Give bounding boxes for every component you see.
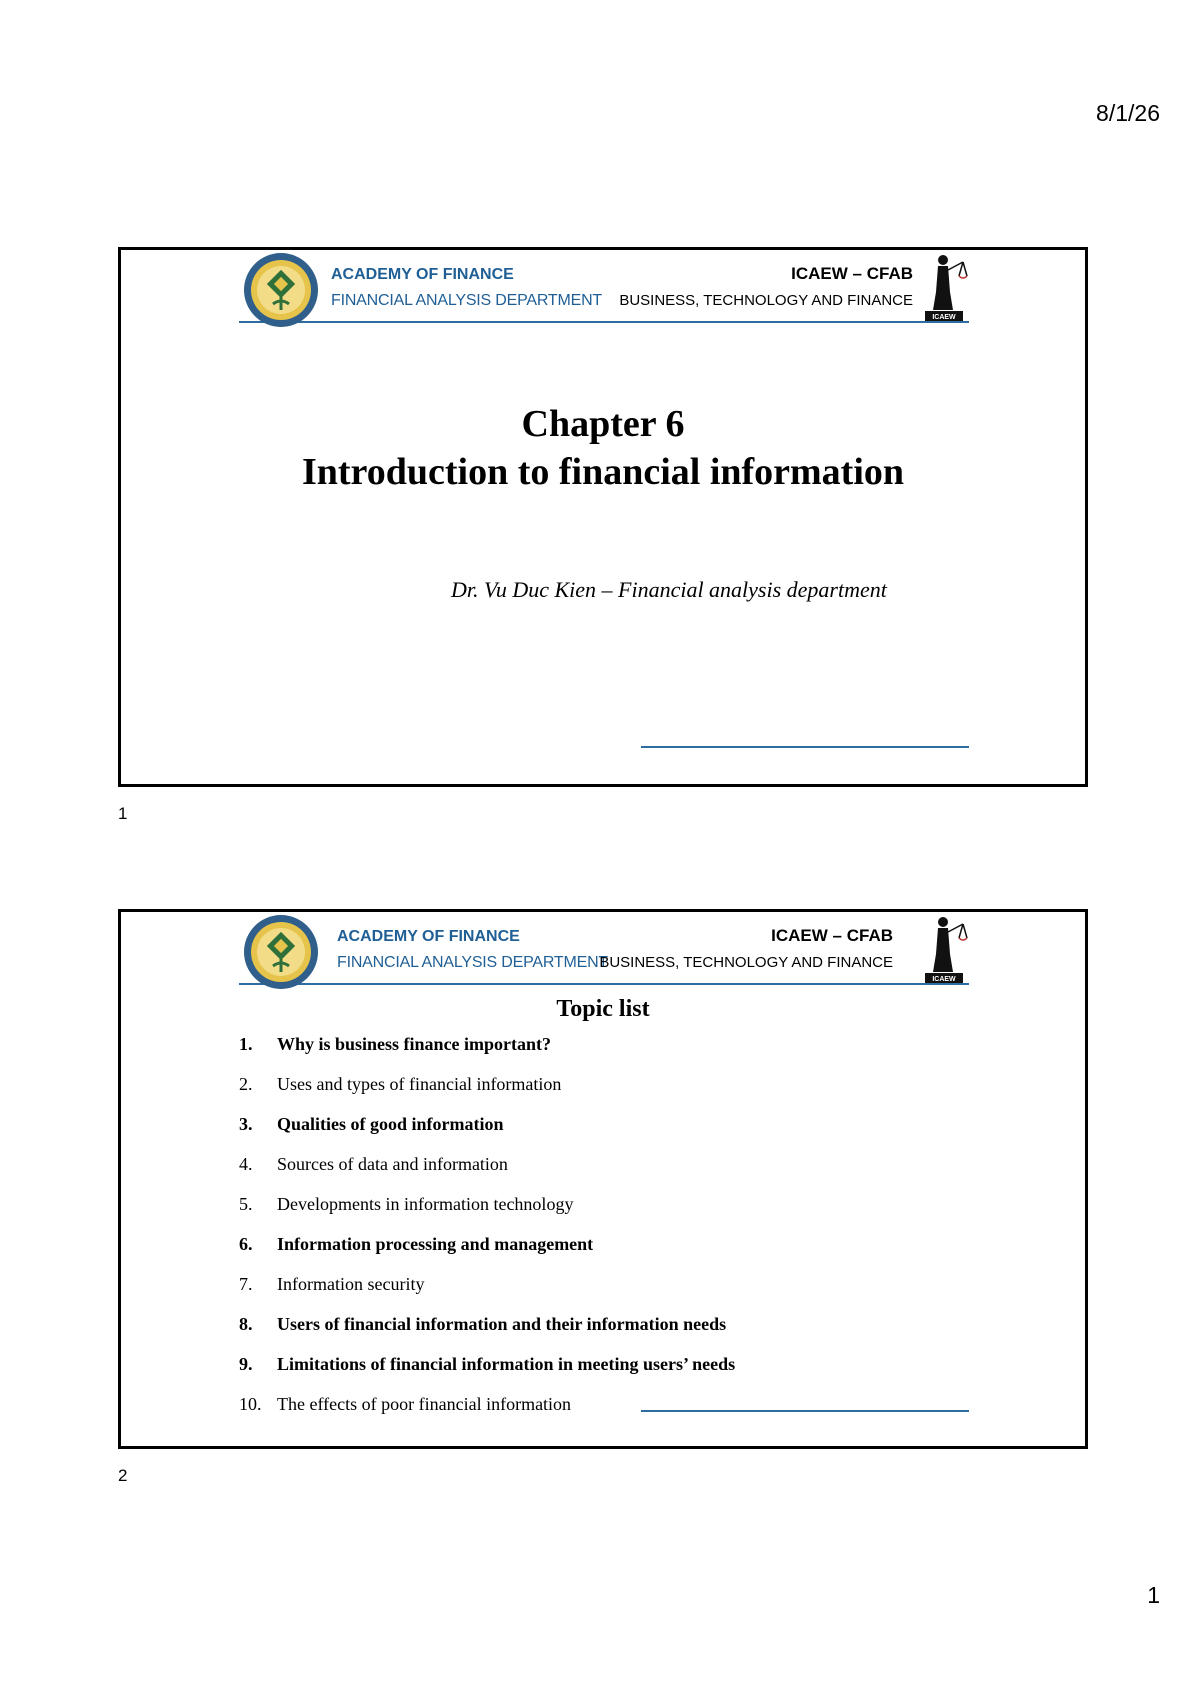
icaew-logo-icon bbox=[919, 252, 969, 322]
topic-text: Information security bbox=[277, 1274, 425, 1294]
slide-2 bbox=[118, 909, 1088, 1449]
department-name: FINANCIAL ANALYSIS DEPARTMENT bbox=[337, 954, 609, 971]
topic-number: 2. bbox=[239, 1074, 253, 1094]
topic-list bbox=[239, 1024, 735, 1424]
slide-number: 2 bbox=[118, 1466, 128, 1485]
slide-banner bbox=[239, 912, 969, 985]
institution-name: ACADEMY OF FINANCE bbox=[331, 266, 514, 283]
topic-text: The effects of poor financial information bbox=[277, 1394, 572, 1414]
topic-number: 10. bbox=[239, 1394, 262, 1414]
icaew-logo-text: ICAEW bbox=[932, 976, 956, 983]
slide-divider bbox=[641, 746, 969, 748]
program-name: ICAEW – CFAB bbox=[791, 264, 913, 283]
topic-item bbox=[239, 1144, 735, 1184]
topic-item bbox=[239, 1264, 735, 1304]
program-name: ICAEW – CFAB bbox=[771, 926, 893, 945]
slide-divider bbox=[641, 1410, 969, 1412]
topic-text: Uses and types of financial information bbox=[277, 1074, 562, 1094]
topic-number: 3. bbox=[239, 1114, 253, 1134]
topic-text: Users of financial information and their information needs bbox=[277, 1314, 727, 1334]
page-date: 8/1/26 bbox=[1096, 100, 1160, 126]
topic-number: 1. bbox=[239, 1034, 253, 1054]
institution-name: ACADEMY OF FINANCE bbox=[337, 928, 520, 945]
chapter-title bbox=[121, 400, 1085, 496]
topic-text: Sources of data and information bbox=[277, 1154, 508, 1174]
academy-seal-icon bbox=[241, 252, 321, 328]
topic-number: 7. bbox=[239, 1274, 253, 1294]
topic-item bbox=[239, 1064, 735, 1104]
department-name: FINANCIAL ANALYSIS DEPARTMENT bbox=[331, 292, 603, 309]
topic-number: 6. bbox=[239, 1234, 253, 1254]
topic-item bbox=[239, 1384, 735, 1424]
topic-list-heading: Topic list bbox=[556, 996, 650, 1022]
topic-text: Why is business finance important? bbox=[277, 1034, 552, 1054]
page-number: 1 bbox=[1147, 1582, 1160, 1608]
program-subtitle: BUSINESS, TECHNOLOGY AND FINANCE bbox=[599, 954, 893, 971]
program-subtitle: BUSINESS, TECHNOLOGY AND FINANCE bbox=[619, 292, 913, 309]
icaew-logo-text: ICAEW bbox=[932, 314, 956, 321]
chapter-number: Chapter 6 bbox=[521, 403, 685, 445]
topic-text: Information processing and management bbox=[277, 1234, 594, 1254]
topic-number: 5. bbox=[239, 1194, 253, 1214]
topic-item bbox=[239, 1304, 735, 1344]
topic-text: Developments in information technology bbox=[277, 1194, 574, 1214]
topic-number: 4. bbox=[239, 1154, 253, 1174]
slide-1 bbox=[118, 247, 1088, 787]
author-line: Dr. Vu Duc Kien – Financial analysis department bbox=[451, 577, 887, 602]
topic-text: Limitations of financial information in meeting users’ needs bbox=[277, 1354, 736, 1374]
topic-item bbox=[239, 1024, 735, 1064]
topic-item bbox=[239, 1224, 735, 1264]
slide-banner bbox=[239, 250, 969, 323]
academy-seal-icon bbox=[241, 914, 321, 990]
topic-item bbox=[239, 1344, 735, 1384]
topic-number: 9. bbox=[239, 1354, 253, 1374]
icaew-logo-icon bbox=[919, 914, 969, 984]
topic-item bbox=[239, 1104, 735, 1144]
topic-text: Qualities of good information bbox=[277, 1114, 504, 1134]
topic-item bbox=[239, 1184, 735, 1224]
chapter-name: Introduction to financial information bbox=[301, 451, 905, 493]
topic-number: 8. bbox=[239, 1314, 253, 1334]
slide-number: 1 bbox=[118, 804, 128, 823]
